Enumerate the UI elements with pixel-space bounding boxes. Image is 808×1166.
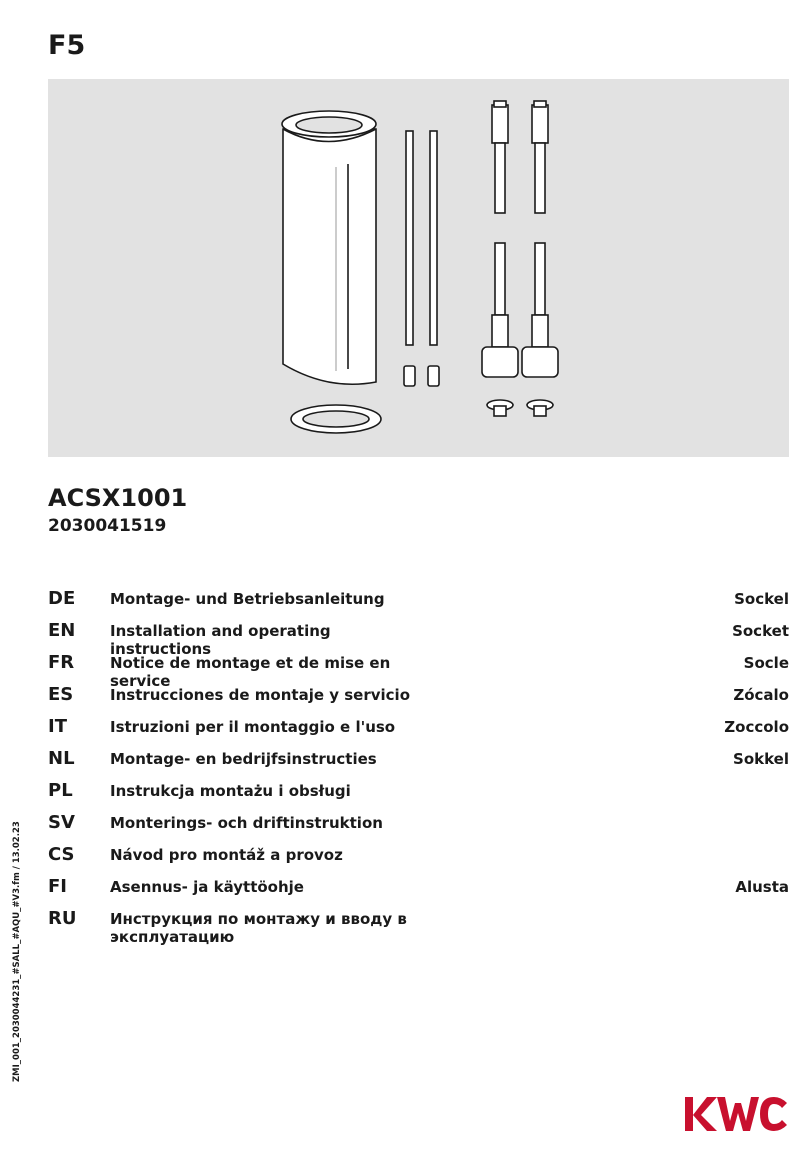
language-title: Montage- en bedrijfsinstructies <box>110 750 377 768</box>
language-title: Asennus- ja käyttöohje <box>110 878 304 896</box>
language-row-fi <box>48 876 789 908</box>
product-illustration <box>48 79 789 457</box>
language-row-de <box>48 588 789 620</box>
language-row-es <box>48 684 789 716</box>
language-code: FR <box>48 652 75 673</box>
language-row-en <box>48 620 789 658</box>
language-row-it <box>48 716 789 748</box>
product-model: ACSX1001 <box>48 484 188 512</box>
language-row-nl <box>48 748 789 780</box>
language-product: Socle <box>743 654 789 672</box>
language-code: IT <box>48 716 67 737</box>
kwc-logo-icon <box>683 1093 791 1135</box>
language-row-ru <box>48 908 789 956</box>
language-code: EN <box>48 620 76 641</box>
language-title: Инструкция по монтажу и вводу в эксплуатацию <box>110 910 407 946</box>
language-title: Installation and operating instructions <box>110 622 331 658</box>
language-product: Sokkel <box>733 750 789 768</box>
language-row-fr <box>48 652 789 690</box>
language-product: Alusta <box>735 878 789 896</box>
language-row-cs <box>48 844 789 876</box>
language-code: RU <box>48 908 77 929</box>
language-code: PL <box>48 780 73 801</box>
language-code: SV <box>48 812 75 833</box>
language-code: NL <box>48 748 75 769</box>
language-product: Zócalo <box>733 686 789 704</box>
series-title: F5 <box>48 30 86 61</box>
language-code: ES <box>48 684 74 705</box>
kwc-logo <box>683 1093 791 1139</box>
language-product: Sockel <box>734 590 789 608</box>
language-title: Istruzioni per il montaggio e l'uso <box>110 718 396 736</box>
language-title: Instrucciones de montaje y servicio <box>110 686 410 704</box>
document-reference: ZMI_001_2030044231_#SALL_#AQU_#V3.fm / 13.02.23 <box>12 821 22 1082</box>
language-title: Instrukcja montażu i obsługi <box>110 782 351 800</box>
article-number: 2030041519 <box>48 516 167 536</box>
language-product: Socket <box>732 622 789 640</box>
language-row-sv <box>48 812 789 844</box>
language-title: Montage- und Betriebsanleitung <box>110 590 385 608</box>
product-components-illustration <box>48 79 789 457</box>
language-row-pl <box>48 780 789 812</box>
language-list <box>48 588 789 956</box>
language-code: CS <box>48 844 75 865</box>
language-code: FI <box>48 876 67 897</box>
language-title: Návod pro montáž a provoz <box>110 846 343 864</box>
language-code: DE <box>48 588 76 609</box>
language-title: Monterings- och driftinstruktion <box>110 814 383 832</box>
language-title: Notice de montage et de mise en service <box>110 654 391 690</box>
language-product: Zoccolo <box>724 718 789 736</box>
